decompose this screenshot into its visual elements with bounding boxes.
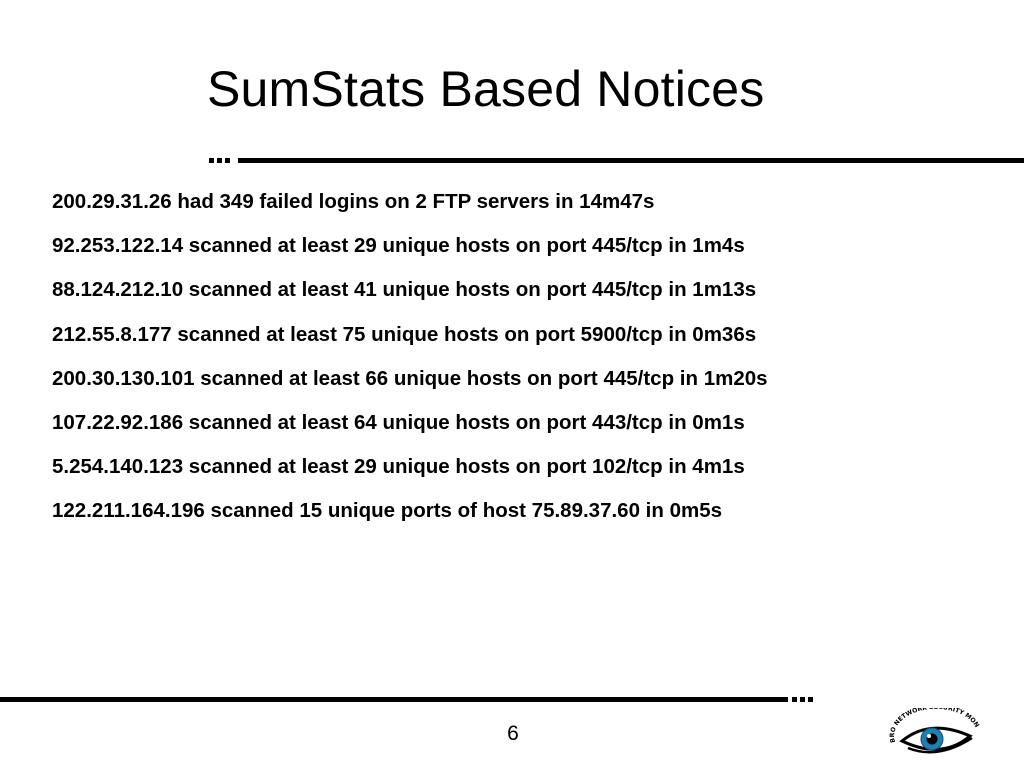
- logo-text: BRO NETWORK RITY MON: [889, 708, 981, 744]
- notice-item: 200.29.31.26 had 349 failed logins on 2 FTP servers in 14m47s: [52, 190, 655, 213]
- notice-list: [52, 180, 768, 534]
- title-divider: [208, 152, 1024, 166]
- notice-item: 5.254.140.123 scanned at least 29 unique hosts on port 102/tcp in 4m1s: [52, 455, 745, 479]
- notice-item: 212.55.8.177 scanned at least 75 unique hosts on port 5900/tcp in 0m36s: [52, 322, 757, 346]
- notice-item: 200.30.130.101 scanned at least 66 unique hosts on port 445/tcp in 1m20s: [52, 366, 768, 390]
- notice-item: 107.22.92.186 scanned at least 64 unique hosts on port 443/tcp in 0m1s: [52, 411, 745, 435]
- divider-dots: [208, 158, 238, 164]
- eye-logo-icon: [880, 708, 990, 764]
- page-number: 6: [507, 722, 519, 745]
- footer-divider: [0, 693, 818, 705]
- footer-divider-dots: [788, 697, 818, 703]
- notice-item: 88.124.212.10 scanned at least 41 unique hosts on port 445/tcp in 1m13s: [52, 278, 757, 302]
- slide-title: SumStats Based Notices: [207, 61, 765, 117]
- divider-line: [238, 158, 1024, 163]
- notice-item: 122.211.164.196 scanned 15 unique ports of host 75.89.37.60 in 0m5s: [52, 499, 723, 523]
- notice-item: 92.253.122.14 scanned at least 29 unique hosts on port 445/tcp in 1m4s: [52, 234, 745, 258]
- footer-divider-line: [0, 697, 788, 702]
